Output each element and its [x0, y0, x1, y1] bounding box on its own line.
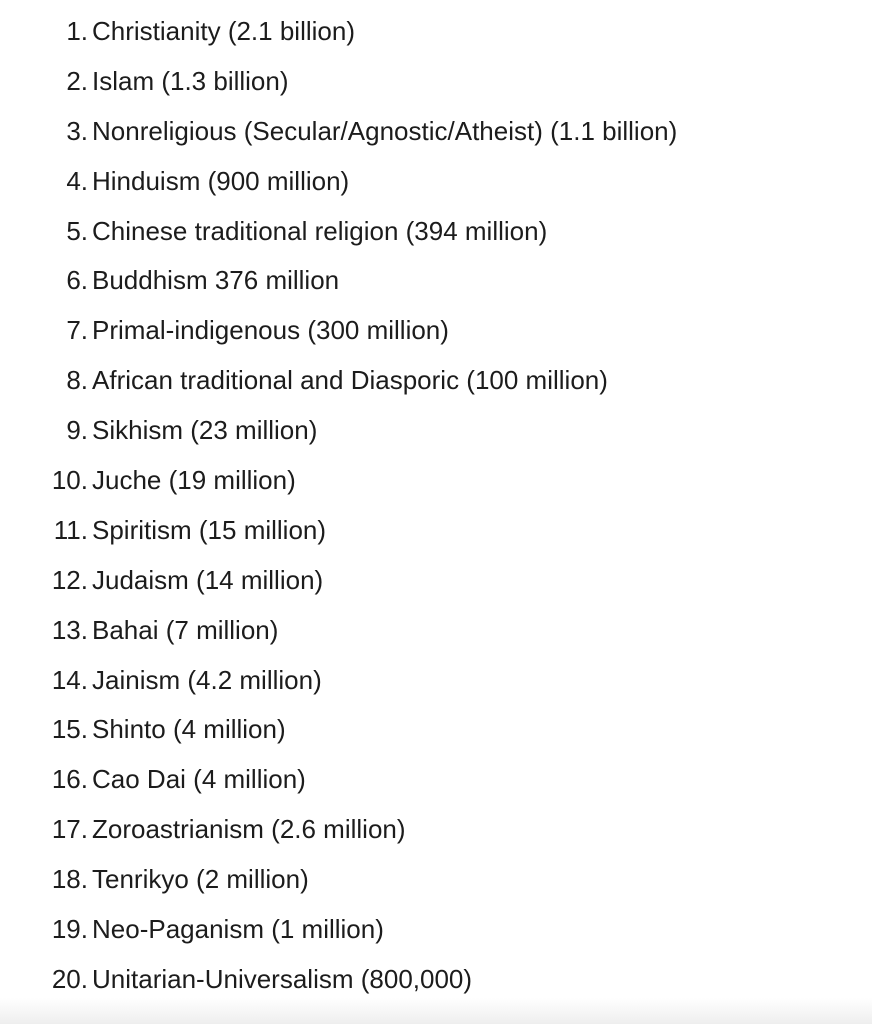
item-number: 11. [53, 514, 88, 545]
list-item [0, 855, 872, 905]
item-text: African traditional and Diasporic (100 million) [92, 365, 608, 396]
item-text: Hinduism (900 million) [92, 165, 350, 196]
item-text: Sikhism (23 million) [92, 415, 318, 446]
list-item [0, 905, 872, 955]
item-text: Neo-Paganism (1 million) [92, 914, 384, 945]
item-number: 18. [51, 864, 88, 895]
item-number: 12. [51, 564, 88, 595]
item-text: Zoroastrianism (2.6 million) [92, 814, 406, 845]
list-item [0, 456, 872, 506]
list-item [0, 556, 872, 606]
item-number: 14. [51, 664, 88, 695]
item-text: Jainism (4.2 million) [92, 664, 322, 695]
list-item [0, 705, 872, 755]
item-text: Judaism (14 million) [92, 564, 324, 595]
list-item [0, 406, 872, 456]
item-text: Unitarian-Universalism (800,000) [92, 963, 473, 994]
list-item [0, 256, 872, 306]
item-number: 7. [66, 315, 88, 346]
item-text: Cao Dai (4 million) [92, 764, 306, 795]
item-text: Spiritism (15 million) [92, 514, 327, 545]
list-item [0, 7, 872, 57]
item-number: 15. [51, 714, 88, 745]
item-text: Buddhism 376 million [92, 265, 340, 296]
list-item [0, 606, 872, 656]
list-item [0, 157, 872, 207]
item-text: Primal-indigenous (300 million) [92, 315, 449, 346]
item-text: Bahai (7 million) [92, 614, 279, 645]
item-text: Chinese traditional religion (394 million) [92, 215, 548, 246]
religion-list [0, 7, 872, 1005]
item-text: Shinto (4 million) [92, 714, 286, 745]
item-text: Christianity (2.1 billion) [92, 16, 355, 46]
item-number: 16. [51, 764, 88, 795]
item-number: 20. [51, 963, 88, 994]
list-item [0, 107, 872, 157]
item-number: 9. [66, 415, 88, 446]
bottom-shade [0, 998, 872, 1024]
list-item [0, 306, 872, 356]
list-item [0, 356, 872, 406]
item-number: 8. [66, 365, 88, 396]
item-number: 1. [66, 16, 88, 46]
item-number: 10. [51, 465, 88, 496]
item-number: 6. [66, 265, 88, 296]
item-text: Islam (1.3 billion) [92, 65, 289, 96]
item-number: 4. [66, 165, 88, 196]
item-text: Nonreligious (Secular/Agnostic/Atheist) (1.1 billion) [92, 115, 678, 146]
item-text: Tenrikyo (2 million) [92, 864, 309, 895]
item-number: 19. [51, 914, 88, 945]
item-number: 3. [66, 115, 88, 146]
item-number: 13. [51, 614, 88, 645]
list-item [0, 207, 872, 257]
item-number: 5. [66, 215, 88, 246]
item-number: 2. [66, 65, 88, 96]
list-item [0, 755, 872, 805]
list-item [0, 57, 872, 107]
list-item [0, 506, 872, 556]
item-number: 17. [51, 814, 88, 845]
list-item [0, 805, 872, 855]
item-text: Juche (19 million) [92, 465, 296, 496]
list-item [0, 656, 872, 706]
